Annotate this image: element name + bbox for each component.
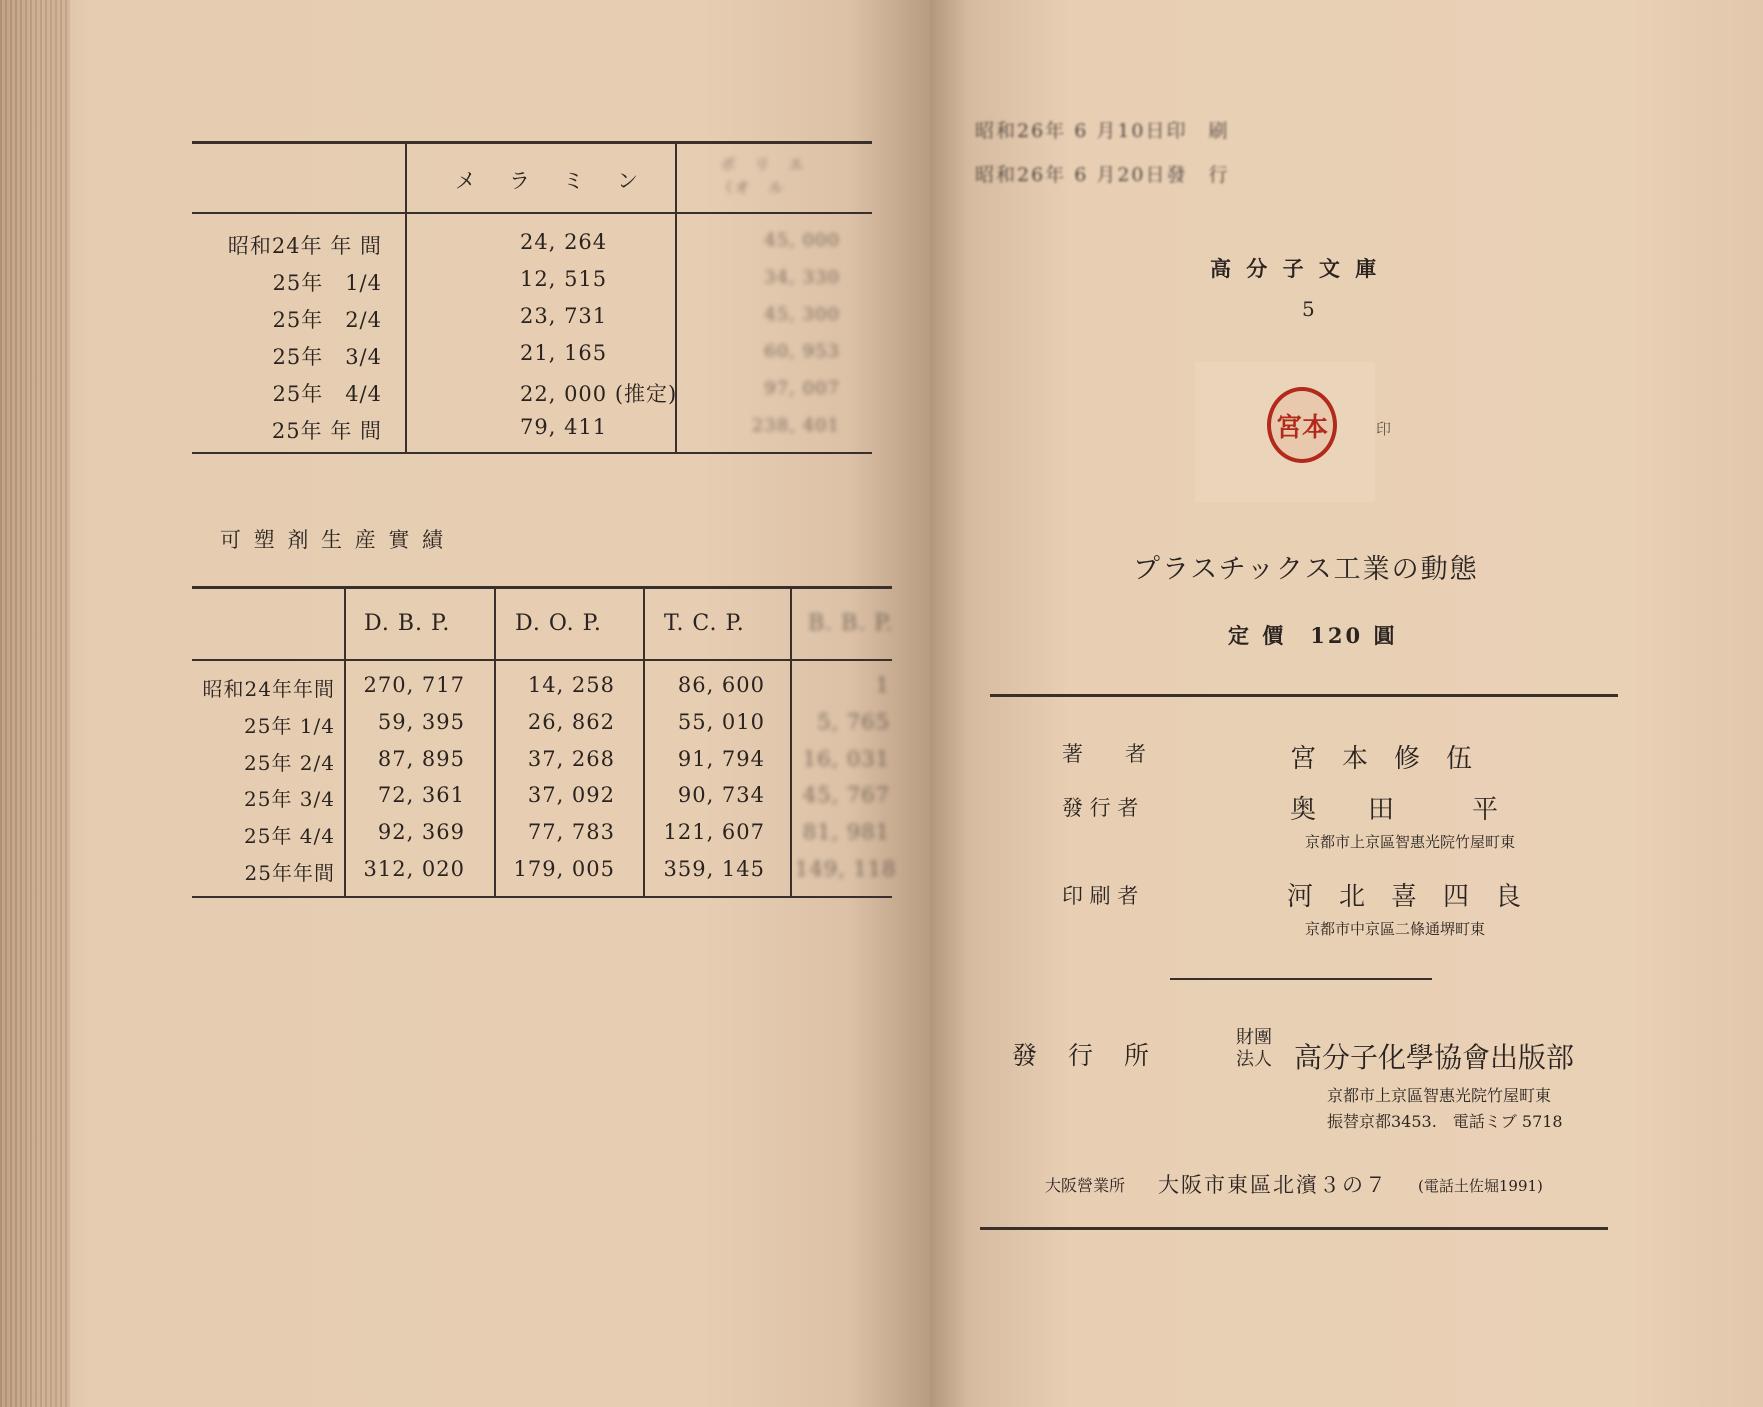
- print-date: 昭和26年 6 月10日印 刷: [975, 120, 1230, 142]
- header-dop: D. O. P.: [515, 611, 602, 636]
- melamine-value: 22, 000 (推定): [520, 382, 678, 406]
- table-top-rule: [192, 586, 892, 589]
- table-bottom-rule: [192, 452, 872, 454]
- row-label: 25年 4/4: [272, 382, 382, 406]
- publisher-name: 奥 田 平: [1290, 795, 1499, 825]
- row-label: 25年 4/4: [244, 824, 335, 848]
- polyester-value: 97, 007: [764, 378, 840, 399]
- bbp-value: 45, 767: [802, 783, 890, 807]
- series-name: 高 分 子 文 庫: [1210, 256, 1381, 281]
- tcp-value: 55, 010: [677, 710, 765, 734]
- header-melamine: メ ラ ミ ン: [455, 169, 644, 193]
- dop-value: 37, 268: [527, 747, 615, 771]
- author-name: 宮 本 修 伍: [1290, 744, 1473, 774]
- polyester-value: 45, 300: [764, 304, 840, 325]
- osaka-phone: (電話土佐堀1991): [1418, 1177, 1543, 1195]
- bbp-value: 1: [875, 673, 890, 697]
- row-label: 25年 2/4: [272, 308, 382, 332]
- header-polyester-sub: （オ ル: [717, 178, 786, 197]
- bbp-value: 5, 765: [817, 710, 890, 734]
- row-label: 25年 3/4: [272, 345, 382, 369]
- column-divider: [494, 588, 496, 896]
- osaka-address: 大阪市東區北濱３の７: [1158, 1173, 1388, 1197]
- melamine-value: 21, 165: [520, 341, 608, 365]
- polyester-value: 34, 330: [764, 267, 840, 288]
- row-label: 昭和24年年間: [202, 677, 335, 701]
- dop-value: 14, 258: [527, 673, 615, 697]
- printer-label: 印 刷 者: [1062, 884, 1139, 908]
- office-name: 高分子化學協會出版部: [1294, 1041, 1575, 1074]
- printer-address: 京都市中京區二條通堺町東: [1305, 920, 1486, 938]
- osaka-label: 大阪營業所: [1045, 1176, 1126, 1195]
- author-label: 著 者: [1062, 742, 1146, 766]
- dbp-value: 312, 020: [363, 857, 465, 881]
- column-divider: [790, 588, 792, 896]
- polyester-value: 45, 000: [764, 230, 840, 251]
- office-type-line1: 財團: [1236, 1027, 1272, 1048]
- row-label: 25年 2/4: [244, 751, 335, 775]
- table-bottom-rule: [192, 896, 892, 898]
- dop-value: 37, 092: [527, 783, 615, 807]
- header-tcp: T. C. P.: [664, 611, 745, 636]
- table-top-rule: [192, 141, 872, 144]
- dbp-value: 270, 717: [363, 673, 465, 697]
- header-polyester: ポ リ エ: [720, 155, 806, 174]
- melamine-value: 79, 411: [520, 415, 608, 439]
- tcp-value: 359, 145: [663, 857, 765, 881]
- tcp-value: 121, 607: [663, 820, 765, 844]
- office-type-line2: 法人: [1236, 1049, 1272, 1070]
- dop-value: 26, 862: [527, 710, 615, 734]
- book-title: プラスチックス工業の動態: [1133, 554, 1479, 585]
- row-label: 25年 年 間: [271, 419, 382, 443]
- printer-name: 河 北 喜 四 良: [1287, 882, 1522, 912]
- dbp-value: 72, 361: [377, 783, 465, 807]
- bbp-value: 81, 981: [802, 820, 890, 844]
- office-contact: 振替京都3453. 電話ミブ 5718: [1327, 1112, 1563, 1131]
- melamine-value: 23, 731: [520, 304, 608, 328]
- melamine-value: 12, 515: [520, 267, 608, 291]
- tcp-value: 86, 600: [677, 673, 765, 697]
- polyester-value: 238, 401: [751, 415, 840, 436]
- colophon-bottom-rule: [980, 1227, 1608, 1230]
- header-dbp: D. B. P.: [364, 611, 451, 636]
- table-header-rule: [192, 212, 872, 214]
- author-seal: 宮本: [1267, 387, 1337, 463]
- page-edge: [0, 0, 70, 1407]
- colophon-mid-rule: [1170, 978, 1432, 980]
- row-label: 25年年間: [244, 861, 335, 885]
- price: 定 價 120 圓: [1228, 623, 1398, 648]
- colophon-top-rule: [990, 694, 1618, 697]
- header-bbp: B. B. P.: [808, 611, 894, 636]
- tcp-value: 90, 734: [677, 783, 765, 807]
- series-number: 5: [1302, 297, 1315, 321]
- plasticizer-table-title: 可 塑 剤 生 産 實 績: [220, 528, 447, 552]
- office-label: 發 行 所: [1012, 1041, 1153, 1070]
- column-divider: [405, 143, 407, 453]
- row-label: 25年 1/4: [244, 714, 335, 738]
- column-divider: [643, 588, 645, 896]
- publisher-address: 京都市上京區智惠光院竹屋町東: [1305, 833, 1516, 851]
- dbp-value: 87, 895: [377, 747, 465, 771]
- bbp-value: 149, 118: [795, 857, 897, 881]
- office-address: 京都市上京區智惠光院竹屋町東: [1327, 1086, 1552, 1105]
- dop-value: 179, 005: [513, 857, 615, 881]
- row-label: 昭和24年 年 間: [227, 234, 382, 258]
- dop-value: 77, 783: [527, 820, 615, 844]
- dbp-value: 92, 369: [377, 820, 465, 844]
- publisher-label: 發 行 者: [1062, 796, 1139, 820]
- column-divider: [344, 588, 346, 896]
- row-label: 25年 1/4: [272, 271, 382, 295]
- melamine-value: 24, 264: [520, 230, 608, 254]
- tcp-value: 91, 794: [677, 747, 765, 771]
- row-label: 25年 3/4: [244, 787, 335, 811]
- dbp-value: 59, 395: [377, 710, 465, 734]
- publish-date: 昭和26年 6 月20日發 行: [975, 164, 1230, 186]
- bbp-value: 16, 031: [802, 747, 890, 771]
- table-header-rule: [192, 659, 892, 661]
- seal-mark: 印: [1376, 420, 1392, 438]
- polyester-value: 60, 953: [764, 341, 840, 362]
